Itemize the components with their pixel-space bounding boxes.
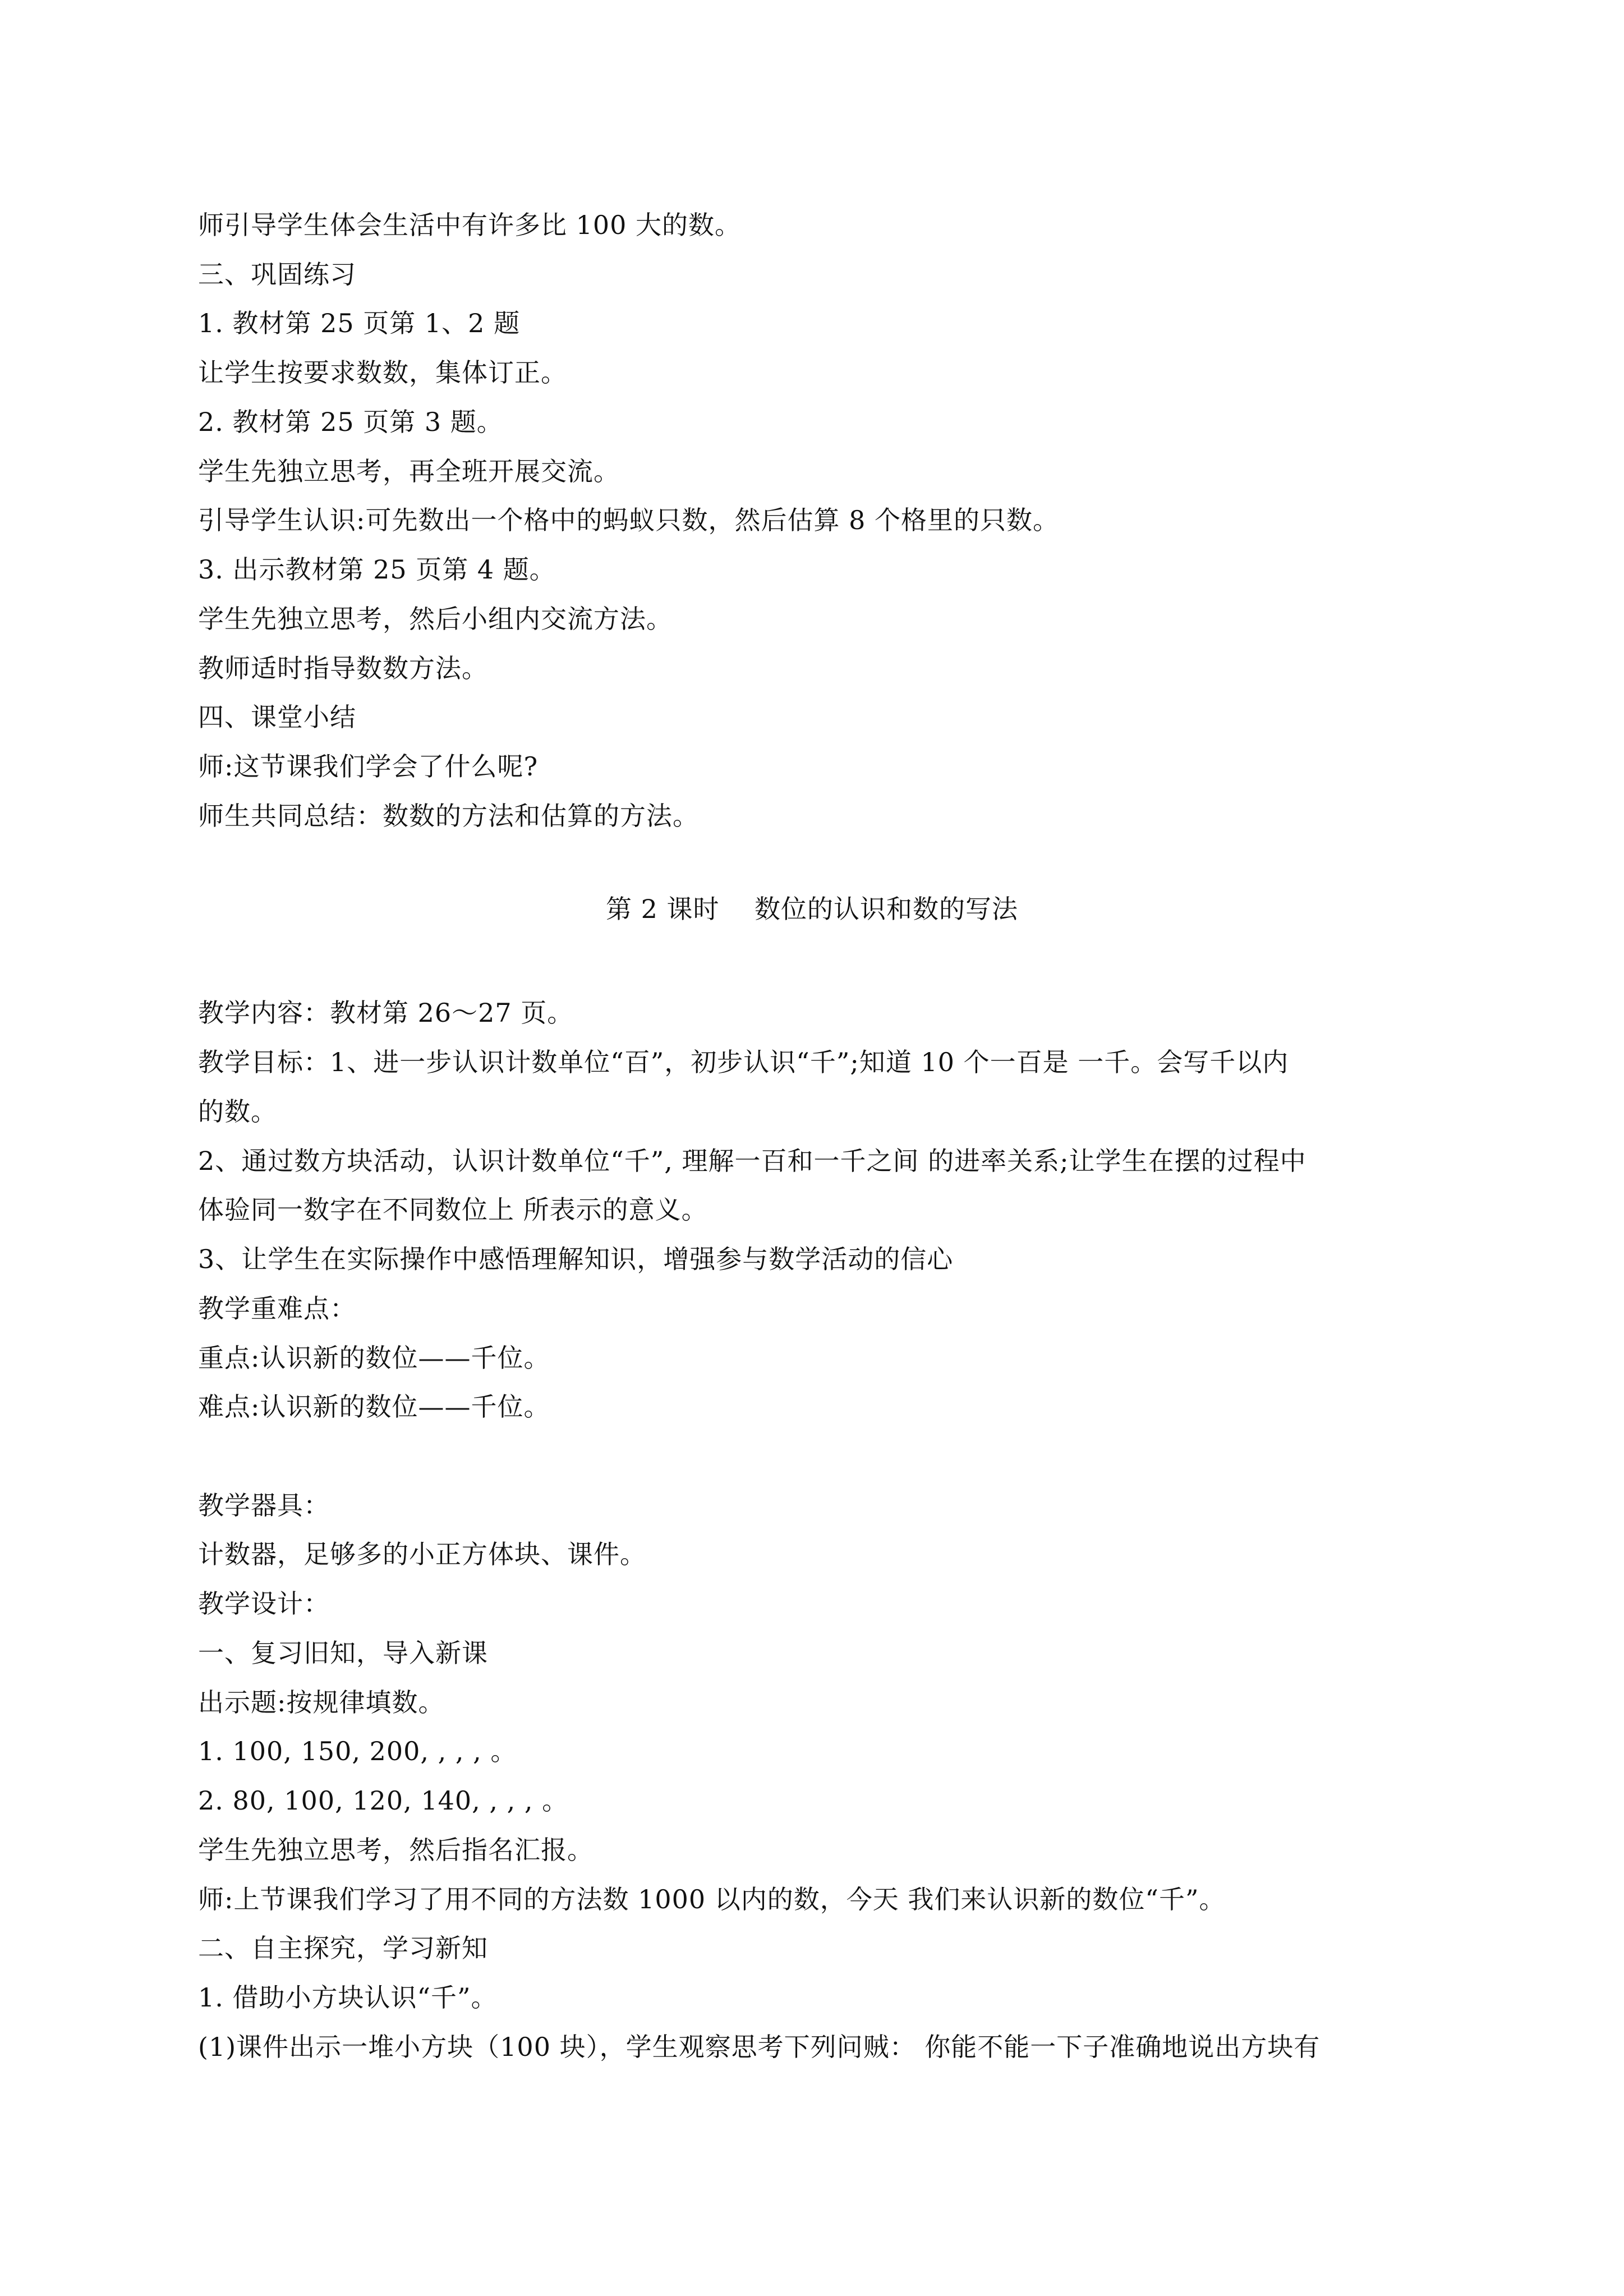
text-line: 2、通过数方块活动，认识计数单位“千”, 理解一百和一千之间 的进率关系;让学生在摆的过程中 [198,1146,1306,1176]
text-line: 教学器具： [198,1490,330,1521]
text-line: 教师适时指导数数方法。 [198,653,488,683]
text-line: 教学目标：1、进一步认识计数单位“百”，初步认识“千”;知道 10 个一百是 一千。会写千以内 [198,1047,1289,1077]
text-line: 教学设计： [198,1588,330,1619]
text-line: 学生先独立思考，然后小组内交流方法。 [198,604,673,634]
text-line: 3. 出示教材第 25 页第 4 题。 [198,554,556,585]
text-line: 计数器，足够多的小正方体块、课件。 [198,1539,646,1569]
lesson-title: 第 2 课时 数位的认识和数的写法 [606,894,1018,924]
text-line: 让学生按要求数数，集体订正。 [198,357,567,388]
text-line: 师:上节课我们学习了用不同的方法数 1000 以内的数，今天 我们来认识新的数位“千”。 [198,1884,1226,1914]
text-line: 3、让学生在实际操作中感悟理解知识，增强参与数学活动的信心 [198,1244,954,1274]
text-line: 出示题:按规律填数。 [198,1687,445,1718]
text-line: 引导学生认识:可先数出一个格中的蚂蚁只数，然后估算 8 个格里的只数。 [198,505,1060,535]
section-heading: 三、巩固练习 [198,259,356,290]
text-line: 师引导学生体会生活中有许多比 100 大的数。 [198,210,742,240]
text-line: 学生先独立思考，再全班开展交流。 [198,456,620,486]
section-heading: 一、复习旧知，导入新课 [198,1638,488,1668]
section-heading: 四、课堂小结 [198,702,356,732]
text-line: 1. 100, 150, 200, , , , 。 [198,1736,517,1766]
text-line: (1)课件出示一堆小方块（100 块），学生观察思考下列问贼： 你能不能一下子准确地说出方块有 [198,2032,1321,2062]
text-line: 难点:认识新的数位——千位。 [198,1392,550,1422]
text-line: 2. 教材第 25 页第 3 题。 [198,407,503,437]
section-heading: 二、自主探究，学习新知 [198,1933,488,1963]
text-line: 的数。 [198,1096,277,1127]
text-line: 1. 教材第 25 页第 1、2 题 [198,308,521,338]
text-line: 师生共同总结：数数的方法和估算的方法。 [198,801,699,831]
text-line: 1. 借助小方块认识“千”。 [198,1982,498,2013]
text-line: 2. 80, 100, 120, 140, , , , 。 [198,1785,569,1816]
text-line: 体验同一数字在不同数位上 所表示的意义。 [198,1195,708,1225]
text-line: 教学内容：教材第 26～27 页。 [198,998,574,1028]
text-line: 师:这节课我们学会了什么呢? [198,751,539,782]
text-line: 重点:认识新的数位——千位。 [198,1343,550,1373]
text-line: 教学重难点： [198,1293,356,1324]
text-line: 学生先独立思考，然后指名汇报。 [198,1835,594,1865]
